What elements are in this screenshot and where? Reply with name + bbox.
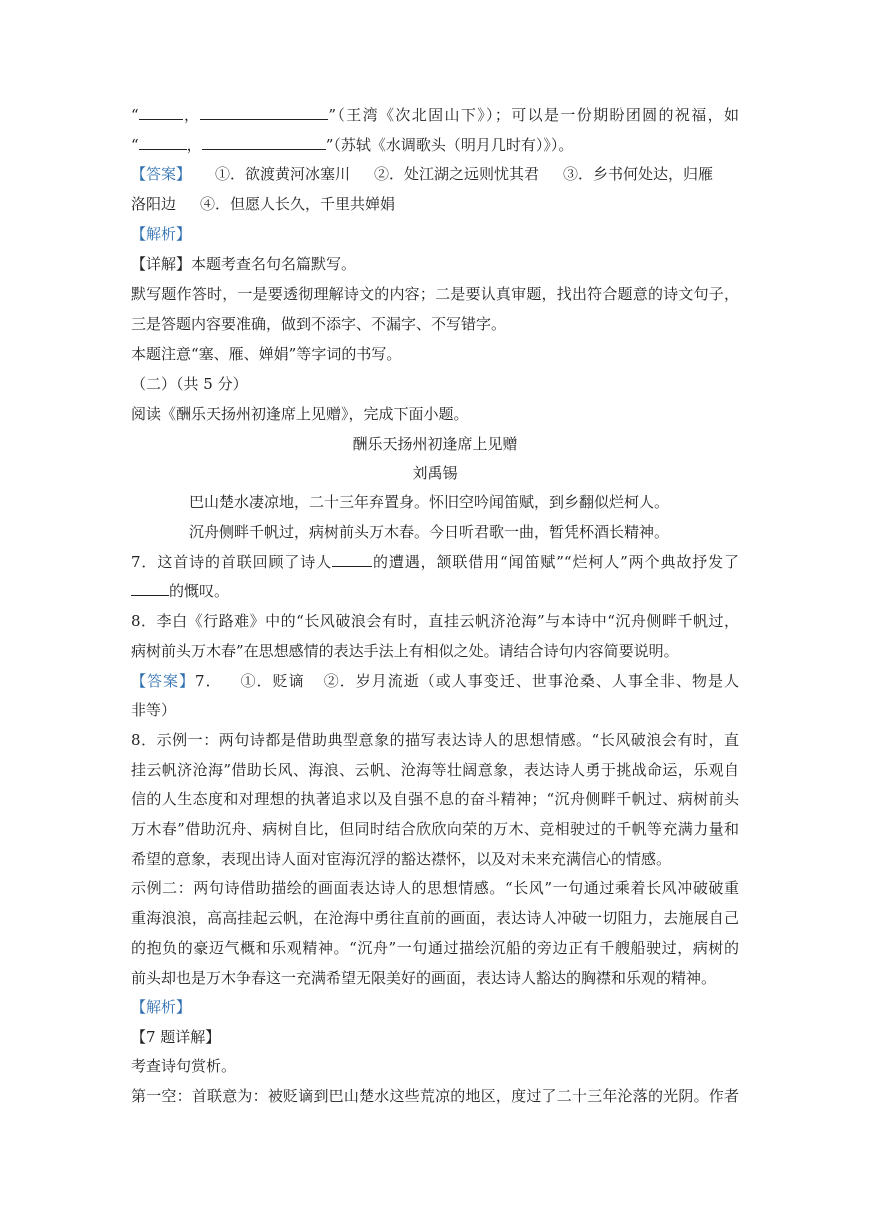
poem-line: 沉舟侧畔千帆过，病树前头万木春。今日听君歌一曲，暂凭杯酒长精神。 xyxy=(189,523,670,541)
example-text: 信的人生态度和对理想的执著追求以及自强不息的奋斗精神；“沉舟侧畔千帆过、病树前头 xyxy=(131,790,739,808)
example-text: 重海浪浪，高高挂起云帆，在沧海中勇往直前的画面，表达诗人冲破一切阻力，去施展自己 xyxy=(131,909,739,927)
text-line: 第一空：首联意为：被贬谪到巴山楚水这些荒凉的地区，度过了二十三年沦落的光阴。作者 xyxy=(131,1087,739,1105)
section-heading: （二）（共 5 分） xyxy=(131,375,248,393)
analysis-tag: 【解析】 xyxy=(131,225,192,243)
text-line: 考查诗句赏析。 xyxy=(131,1057,237,1075)
poem-title: 酬乐天扬州初逢席上见赠 xyxy=(352,435,518,453)
fill-blank xyxy=(332,552,372,567)
example-text: 挂云帆济沧海”借助长风、海浪、云帆、沧海等壮阔意象，表达诗人勇于挑战命运，乐观自 xyxy=(131,761,739,779)
text-line: 三是答题内容要准确，做到不添字、不漏字、不写错字。 xyxy=(131,315,507,333)
poem-line: 巴山楚水凄凉地，二十三年弃置身。怀旧空吟闻笛赋，到乡翻似烂柯人。 xyxy=(189,493,670,511)
fill-blank xyxy=(139,135,187,150)
answer-line: 【答案】7． ①．贬谪 ②．岁月流逝（或人事变迁、世事沧桑、人事全非、物是人 xyxy=(131,672,739,690)
fill-blank xyxy=(131,581,169,596)
example-text: 万木春”借助沉舟、病树自比，但同时结合欣欣向荣的万木、竞相驶过的千帆等充满力量和 xyxy=(131,820,739,838)
text-line: 本题注意“塞、雁、婵娟”等字词的书写。 xyxy=(131,345,402,363)
example-text: 前头却也是万木争春这一充满希望无限美好的画面，表达诗人豁达的胸襟和乐观的精神。 xyxy=(131,969,717,987)
question-7: 7．这首诗的首联回顾了诗人 的遭遇，颔联借用“闻笛赋”“烂柯人”两个典故抒发了 xyxy=(131,553,739,571)
detail-heading: 【7 题详解】 xyxy=(131,1028,221,1046)
fill-blank xyxy=(200,105,328,120)
answer-line: 洛阳边 ④．但愿人长久，千里共婵娟 xyxy=(131,195,396,213)
question-8: 8．李白《行路难》中的“长风破浪会有时，直挂云帆济沧海”与本诗中“沉舟侧畔千帆过， xyxy=(131,612,739,630)
example-text: 示例二：两句诗借助描绘的画面表达诗人的思想情感。“长风”一句通过乘着长风冲破破重 xyxy=(131,879,739,897)
fill-blank xyxy=(139,105,183,120)
answer-tag: 【答案】 xyxy=(131,165,192,183)
text-line: “ ， ”（苏轼《水调歌头（明月几时有）》）。 xyxy=(131,136,574,154)
answer-line: 【答案】 ①．欲渡黄河冰塞川 ②．处江湖之远则忧其君 ③．乡书何处达，归雁 xyxy=(131,165,714,183)
analysis-tag: 【解析】 xyxy=(131,998,192,1016)
answer-tag: 【答案】 xyxy=(131,672,196,690)
question-8: 病树前头万木春”在思想感情的表达手法上有相似之处。请结合诗句内容简要说明。 xyxy=(131,642,679,660)
example-text: 希望的意象，表现出诗人面对宦海沉浮的豁达襟怀，以及对未来充满信心的情感。 xyxy=(131,850,672,868)
detail-heading: 【详解】本题考查名句名篇默写。 xyxy=(131,255,357,273)
question-7: 的慨叹。 xyxy=(131,581,739,601)
fill-blank xyxy=(202,135,326,150)
example-text: 的抱负的豪迈气概和乐观精神。“沉舟”一句通过描绘沉船的旁边正有千艘船驶过，病树的 xyxy=(131,939,739,957)
answer-line: 非等） xyxy=(131,701,177,719)
text-line: 阅读《酬乐天扬州初逢席上见赠》，完成下面小题。 xyxy=(131,405,469,423)
example-text: 8．示例一：两句诗都是借助典型意象的描写表达诗人的思想情感。“长风破浪会有时，直 xyxy=(131,731,739,749)
poem-author: 刘禹锡 xyxy=(412,464,458,482)
text-line: “ ， ”（王湾《次北固山下》）；可以是一份期盼团圆的祝福，如 xyxy=(131,106,739,124)
text-line: 默写题作答时，一是要透彻理解诗文的内容；二是要认真审题，找出符合题意的诗文句子， xyxy=(131,285,739,303)
